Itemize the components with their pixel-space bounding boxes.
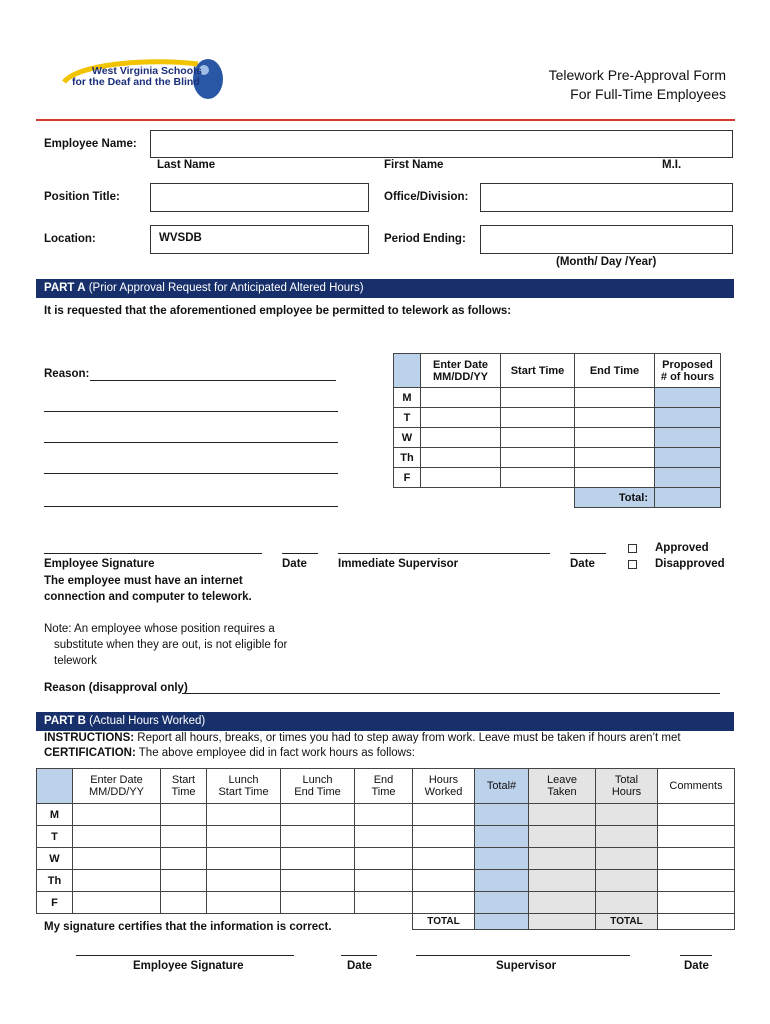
- instructions-label: INSTRUCTIONS:: [44, 732, 135, 744]
- reason-label: [44, 368, 89, 380]
- cell[interactable]: [658, 870, 735, 892]
- cell[interactable]: [281, 848, 355, 870]
- logo-line1: West Virginia Schools: [92, 65, 202, 77]
- cell[interactable]: [73, 848, 161, 870]
- title-line2: For Full-Time Employees: [570, 86, 726, 102]
- day-label: M: [394, 388, 421, 408]
- total-label: Total:: [575, 488, 655, 508]
- day-label: T: [37, 826, 73, 848]
- date-cell[interactable]: [421, 468, 501, 488]
- part-b-header: [36, 712, 734, 731]
- instructions-text: Report all hours, breaks, or times you had to step away from work. Leave must be taken if hours aren’t met: [134, 732, 681, 744]
- day-label: F: [394, 468, 421, 488]
- employee-signature-line[interactable]: [44, 553, 262, 554]
- total-cell[interactable]: [475, 914, 529, 930]
- total-hours-cell[interactable]: [655, 488, 721, 508]
- cell[interactable]: [413, 826, 475, 848]
- period-ending-field[interactable]: [480, 225, 733, 254]
- part-b-subtitle: (Actual Hours Worked): [85, 715, 206, 727]
- date-cell[interactable]: [421, 388, 501, 408]
- total-label: TOTAL: [413, 914, 475, 930]
- day-label: M: [37, 804, 73, 826]
- date-cell[interactable]: [421, 428, 501, 448]
- cell[interactable]: [475, 892, 529, 914]
- cell[interactable]: [73, 870, 161, 892]
- employee-name-label: Employee Name:: [44, 138, 137, 150]
- header-enter-date: Enter Date MM/DD/YY: [421, 354, 501, 388]
- reason-line-1[interactable]: [90, 380, 336, 381]
- blank-cell: [394, 488, 575, 508]
- header-lunch-end: Lunch End Time: [281, 769, 355, 804]
- cell[interactable]: [161, 848, 207, 870]
- cell[interactable]: [355, 826, 413, 848]
- cell[interactable]: [355, 892, 413, 914]
- office-division-label: Office/Division:: [384, 191, 469, 203]
- hours-cell[interactable]: [655, 408, 721, 428]
- header-total-hours: Total Hours: [596, 769, 658, 804]
- instructions: [44, 732, 681, 744]
- b-employee-signature-line[interactable]: [76, 955, 294, 956]
- position-title-field[interactable]: [150, 183, 369, 212]
- total-comments-cell[interactable]: [658, 914, 735, 930]
- reason-line-2[interactable]: [44, 411, 338, 412]
- logo-line2: for the Deaf and the Blind: [72, 76, 200, 88]
- cell[interactable]: [207, 804, 281, 826]
- cell[interactable]: [161, 804, 207, 826]
- cell[interactable]: [413, 848, 475, 870]
- cell[interactable]: [658, 826, 735, 848]
- mi-caption: M.I.: [662, 159, 682, 171]
- employee-date-line[interactable]: [282, 553, 318, 554]
- title-line1: Telework Pre-Approval Form: [548, 67, 726, 83]
- school-logo: [58, 54, 228, 104]
- cell[interactable]: [207, 848, 281, 870]
- total-hours-label: TOTAL: [596, 914, 658, 930]
- office-division-field[interactable]: [480, 183, 733, 212]
- date-cell[interactable]: [421, 448, 501, 468]
- header-total: Total#: [475, 769, 529, 804]
- supervisor-caption: Immediate Supervisor: [338, 558, 459, 570]
- employee-signature-caption: Employee Signature: [44, 558, 155, 570]
- day-label: W: [37, 848, 73, 870]
- header-leave-taken: Leave Taken: [529, 769, 596, 804]
- internet-line1: The employee must have an internet: [44, 575, 243, 587]
- cell[interactable]: [596, 804, 658, 826]
- cell[interactable]: [281, 870, 355, 892]
- first-name-caption: First Name: [384, 159, 444, 171]
- start-cell[interactable]: [501, 408, 575, 428]
- header-end-time: End Time: [575, 354, 655, 388]
- end-cell[interactable]: [575, 388, 655, 408]
- header-proposed-hours: Proposed # of hours: [655, 354, 721, 388]
- cell[interactable]: [413, 892, 475, 914]
- cell[interactable]: [529, 804, 596, 826]
- part-b-bold: PART B: [44, 715, 86, 727]
- note-line1: Note: An employee whose position requires a: [44, 623, 275, 635]
- hours-cell[interactable]: [655, 448, 721, 468]
- cell[interactable]: [475, 848, 529, 870]
- b-employee-signature-caption: Employee Signature: [133, 960, 244, 972]
- disapproval-reason-label: Reason (disapproval only): [44, 682, 188, 694]
- cell[interactable]: [596, 826, 658, 848]
- cell[interactable]: [281, 892, 355, 914]
- part-a-subtitle: (Prior Approval Request for Anticipated Altered Hours): [85, 282, 364, 294]
- supervisor-date-caption: Date: [570, 558, 595, 570]
- header-comments: Comments: [658, 769, 735, 804]
- cell[interactable]: [529, 848, 596, 870]
- cell[interactable]: [475, 804, 529, 826]
- b-supervisor-date-line[interactable]: [680, 955, 712, 956]
- hours-cell[interactable]: [655, 388, 721, 408]
- cell[interactable]: [207, 870, 281, 892]
- end-cell[interactable]: [575, 428, 655, 448]
- reason-label-text: Reason:: [44, 368, 90, 380]
- part-a-bold: PART A: [44, 282, 86, 294]
- cell[interactable]: [281, 804, 355, 826]
- reason-line-4[interactable]: [44, 473, 338, 474]
- day-label: W: [394, 428, 421, 448]
- cell[interactable]: [73, 804, 161, 826]
- part-b-hours-table: [36, 768, 735, 930]
- certification: [44, 747, 415, 759]
- cell[interactable]: [529, 892, 596, 914]
- disapproved-checkbox[interactable]: [628, 560, 637, 569]
- end-cell[interactable]: [575, 448, 655, 468]
- b-supervisor-date-caption: Date: [684, 960, 709, 972]
- internet-line2: connection and computer to telework.: [44, 591, 252, 603]
- cell[interactable]: [281, 826, 355, 848]
- day-label: F: [37, 892, 73, 914]
- cell[interactable]: [658, 804, 735, 826]
- cell[interactable]: [596, 870, 658, 892]
- position-title-label: Position Title:: [44, 191, 120, 203]
- header-start: Start Time: [161, 769, 207, 804]
- part-a-header: [36, 279, 734, 298]
- cell[interactable]: [529, 826, 596, 848]
- cell[interactable]: [596, 892, 658, 914]
- location-label: Location:: [44, 233, 96, 245]
- header-hours-worked: Hours Worked: [413, 769, 475, 804]
- cell[interactable]: [529, 870, 596, 892]
- end-cell[interactable]: [575, 468, 655, 488]
- header-start-time: Start Time: [501, 354, 575, 388]
- note-text: [44, 621, 287, 669]
- part-a-schedule-table: [393, 353, 721, 508]
- day-label: T: [394, 408, 421, 428]
- request-text: It is requested that the aforementioned employee be permitted to telework as follows:: [44, 305, 512, 317]
- employee-name-field[interactable]: [150, 130, 733, 158]
- header-end: End Time: [355, 769, 413, 804]
- start-cell[interactable]: [501, 428, 575, 448]
- form-title: [549, 66, 726, 104]
- cell[interactable]: [355, 870, 413, 892]
- cell[interactable]: [207, 826, 281, 848]
- approved-checkbox[interactable]: [628, 544, 637, 553]
- date-cell[interactable]: [421, 408, 501, 428]
- b-employee-date-caption: Date: [347, 960, 372, 972]
- start-cell[interactable]: [501, 468, 575, 488]
- disapproved-label: Disapproved: [655, 558, 725, 570]
- corner-cell: [37, 769, 73, 804]
- certifies-statement: My signature certifies that the information is correct.: [44, 921, 332, 933]
- hours-cell[interactable]: [655, 428, 721, 448]
- cell[interactable]: [73, 892, 161, 914]
- certification-label: CERTIFICATION:: [44, 747, 136, 759]
- disapproval-reason-line[interactable]: [182, 693, 720, 694]
- total-leave-cell[interactable]: [529, 914, 596, 930]
- cell[interactable]: [475, 870, 529, 892]
- corner-cell: [394, 354, 421, 388]
- cell[interactable]: [413, 870, 475, 892]
- location-field[interactable]: WVSDB: [150, 225, 369, 254]
- period-hint: (Month/ Day /Year): [556, 256, 657, 268]
- header-enter-date: Enter Date MM/DD/YY: [73, 769, 161, 804]
- note-line3: telework: [54, 655, 97, 667]
- approved-label: Approved: [655, 542, 709, 554]
- end-cell[interactable]: [575, 408, 655, 428]
- cell[interactable]: [658, 848, 735, 870]
- header-lunch-start: Lunch Start Time: [207, 769, 281, 804]
- employee-date-caption: Date: [282, 558, 307, 570]
- period-ending-label: Period Ending:: [384, 233, 466, 245]
- start-cell[interactable]: [501, 388, 575, 408]
- day-label: Th: [37, 870, 73, 892]
- cell[interactable]: [161, 892, 207, 914]
- last-name-caption: Last Name: [157, 159, 216, 171]
- note-line2: substitute when they are out, is not eligible for: [54, 639, 288, 651]
- supervisor-date-line[interactable]: [570, 553, 606, 554]
- supervisor-signature-line[interactable]: [338, 553, 550, 554]
- cell[interactable]: [73, 826, 161, 848]
- day-label: Th: [394, 448, 421, 468]
- certification-text: The above employee did in fact work hours as follows:: [135, 747, 415, 759]
- internet-requirement: [44, 573, 252, 605]
- cell[interactable]: [658, 892, 735, 914]
- b-supervisor-signature-line[interactable]: [416, 955, 630, 956]
- hours-cell[interactable]: [655, 468, 721, 488]
- reason-line-5[interactable]: [44, 506, 338, 507]
- cell[interactable]: [161, 870, 207, 892]
- cell[interactable]: [161, 826, 207, 848]
- cell[interactable]: [475, 826, 529, 848]
- cell[interactable]: [596, 848, 658, 870]
- b-employee-date-line[interactable]: [341, 955, 377, 956]
- cell[interactable]: [355, 848, 413, 870]
- cell[interactable]: [355, 804, 413, 826]
- header-divider: [36, 119, 735, 121]
- b-supervisor-caption: Supervisor: [496, 960, 557, 972]
- cell[interactable]: [413, 804, 475, 826]
- reason-line-3[interactable]: [44, 442, 338, 443]
- start-cell[interactable]: [501, 448, 575, 468]
- cell[interactable]: [207, 892, 281, 914]
